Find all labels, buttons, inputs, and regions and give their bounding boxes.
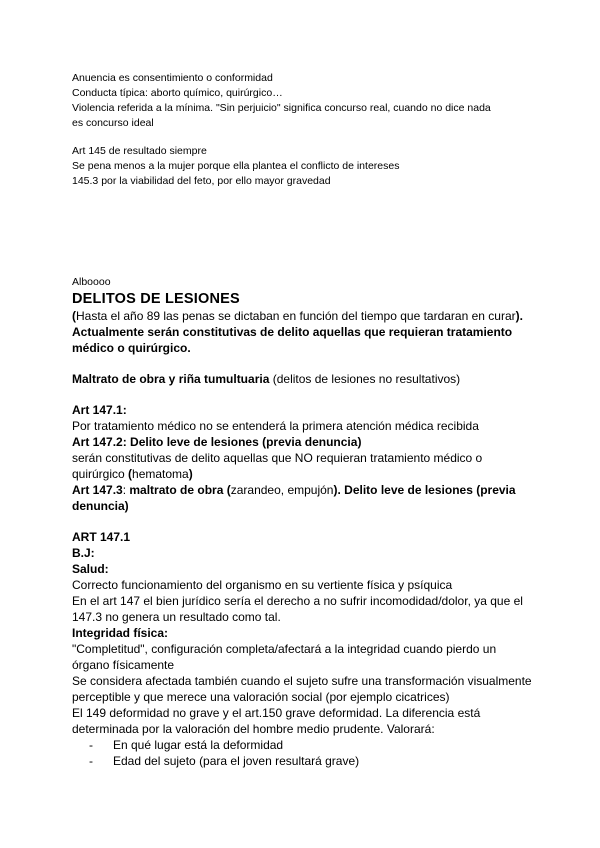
text-line: Art 145 de resultado siempre (72, 145, 207, 157)
document-page (72, 71, 532, 769)
intro-bold-text: Actualmente serán constitutivas de delito aquellas que requieran tratamiento médico o quirúrgico. (72, 325, 513, 355)
salud-text-2: En el art 147 el bien jurídico sería el derecho a no sufrir incomodidad/dolor, ya que el 147.3 no genera un resultado como tal. (72, 594, 523, 624)
art1472-paren-text: hematoma (132, 467, 189, 481)
notes-block-aborto (72, 71, 532, 131)
salud-heading: Salud: (72, 562, 109, 576)
list-item-text: En qué lugar está la deformidad (113, 738, 284, 752)
art1472-paren-close: ) (188, 467, 193, 481)
maltrato-bold: Maltrato de obra y riña tumultuaria (72, 372, 270, 386)
section-lesiones (72, 275, 532, 514)
albo-note: Alboooo (72, 276, 111, 288)
paragraph-intro (72, 308, 532, 356)
art1472-heading: Art 147.2: Delito leve de lesiones (previa denuncia) (72, 435, 362, 449)
bullet-dash: - (89, 754, 93, 768)
text-line: Se pena menos a la mujer porque ella plantea el conflicto de intereses (72, 160, 400, 172)
notes-block-art145 (72, 144, 532, 189)
maltrato-paren-text: delitos de lesiones no resultativos (276, 372, 457, 386)
paren-open: ( (72, 309, 76, 323)
art1473-colon: : (122, 483, 130, 497)
text-line: es concurso ideal (72, 117, 154, 129)
list-item-text: Edad del sujeto (para el joven resultará grave) (113, 754, 360, 768)
integridad-text-1: "Completitud", configuración completa/afectará a la integridad cuando pierdo un órgano físicamente (72, 642, 497, 672)
text-line: Conducta típica: aborto químico, quirúrgico… (72, 87, 283, 99)
art1471-text: Por tratamiento médico no se entenderá la primera atención médica recibida (72, 419, 479, 433)
text-line: 145.3 por la viabilidad del feto, por ello mayor gravedad (72, 175, 331, 187)
art1472-body: serán constitutivas de delito aquellas que NO requieran tratamiento médico o quirúrgico (72, 451, 483, 481)
art1473-heading: Art 147.3 (72, 483, 123, 497)
art1472-paren-open: ( (128, 467, 133, 481)
text-line: Anuencia es consentimiento o conformidad (72, 72, 273, 84)
maltrato-heading (72, 371, 532, 387)
integridad-heading: Integridad física: (72, 626, 169, 640)
intro-text: Hasta el año 89 las penas se dictaban en función del tiempo que tardaran en curar (76, 309, 516, 323)
salud-text-1: Correcto funcionamiento del organismo en su vertiente física y psíquica (72, 578, 453, 592)
list-item (72, 753, 532, 769)
art-heading: ART 147.1 (72, 530, 131, 544)
maltrato-paren-open: ( (269, 372, 277, 386)
art1472-text (72, 450, 532, 482)
section-title: DELITOS DE LESIONES (72, 291, 240, 307)
bullet-dash: - (89, 738, 93, 752)
art1473-bold: maltrato de obra ( (129, 483, 231, 497)
section-art1471 (72, 529, 532, 769)
text-line: Violencia referida a la mínima. "Sin perjuicio" significa concurso real, cuando no dice nada (72, 102, 491, 114)
art1471-heading: Art 147.1: (72, 403, 127, 417)
list-item (72, 737, 532, 753)
art1473-inner: zarandeo, empujón (230, 483, 334, 497)
maltrato-paren-close: ) (456, 372, 461, 386)
bj-heading: B.J: (72, 546, 95, 560)
integridad-text-2: Se considera afectada también cuando el sujeto sufre una transformación visualmente perceptible y que merece una valoración social (por ejemplo cicatrices) (72, 674, 532, 704)
integridad-text-3: El 149 deformidad no grave y el art.150 grave deformidad. La diferencia está determinada por la valoración del hombre medio prudente. Valorará: (72, 706, 481, 736)
art1473-text (72, 482, 532, 514)
art1473-tail: ). Delito leve de lesiones (previa denuncia) (72, 483, 516, 513)
paren-close: ). (515, 309, 523, 323)
